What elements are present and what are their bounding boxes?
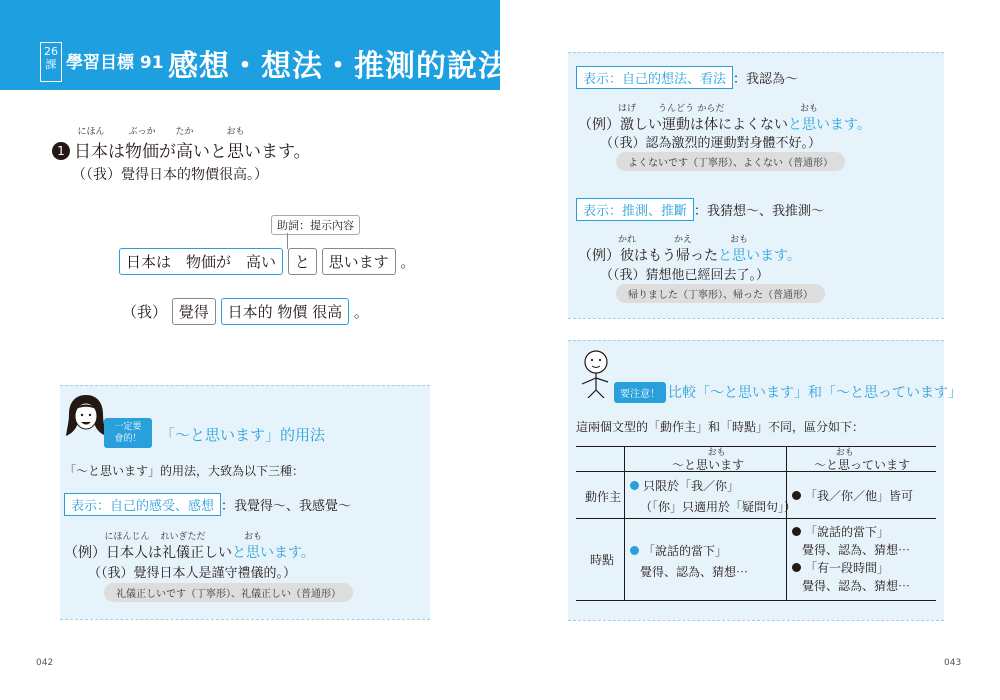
page-number-left: 042 bbox=[36, 658, 54, 668]
example-guess: （例） かれ 彼はもう かえ 帰ったと おも 思います。 bbox=[578, 235, 801, 264]
usage-tag-feeling: 表示：自己的感受、感想 bbox=[64, 493, 221, 516]
table-bottom-rule bbox=[576, 600, 936, 601]
page-title: 感想・想法・推測的說法 bbox=[168, 49, 509, 84]
example-guess-translation: （（我）猜想他已經回去了。） bbox=[600, 268, 770, 283]
panel-bottom-border bbox=[60, 619, 430, 620]
table-mid-rule bbox=[576, 518, 936, 519]
clause-box: 日本は 物価が 高い bbox=[119, 248, 283, 275]
usage-1: 表示：自己的感受、感想 ：我覺得～、我感覺～ bbox=[64, 493, 351, 516]
row1-col1: 只限於「我／你」 （「你」只適用於「疑問句」） bbox=[630, 477, 796, 515]
row-label-time: 時點 bbox=[590, 553, 615, 567]
form-pill-guess: 帰りました（丁寧形）、帰った（普通形） bbox=[616, 284, 825, 303]
panel-top-border bbox=[568, 340, 944, 341]
must-know-badge: 一定要 會的！ bbox=[104, 418, 152, 448]
usage-3: 表示：推測、推斷 ：我猜想～、我推測～ bbox=[576, 198, 824, 221]
lesson-goal-label: 學習目標 91 bbox=[66, 53, 164, 73]
structure-diagram-jp: 日本は 物価が 高い と 思います 。 bbox=[119, 248, 415, 275]
col1-header: おも ～と思います bbox=[672, 448, 745, 472]
row2-col1: 「說話的當下」 覺得、認為、猜想⋯ bbox=[630, 542, 748, 580]
table-col-rule-2 bbox=[786, 446, 787, 600]
row1-col2: 「我／你／他」皆可 bbox=[792, 487, 913, 504]
note-example: （例） にほんじん 日本人は れいぎただ 礼儀正しいと おも 思います。 bbox=[64, 532, 315, 561]
form-pill-opinion: よくないです（丁寧形）、よくない（普通形） bbox=[616, 152, 845, 171]
compare-title: 比較「～と思います」和「～と思っています」 bbox=[668, 385, 962, 401]
usage-tag-guess: 表示：推測、推斷 bbox=[576, 198, 694, 221]
stick-figure-icon bbox=[574, 348, 614, 398]
particle-callout: 助詞：提示內容 bbox=[271, 215, 360, 235]
row2-col2: 「說話的當下」 覺得、認為、猜想⋯ 「有一段時間」 覺得、認為、猜想⋯ bbox=[792, 523, 910, 595]
panel-top-border bbox=[60, 385, 430, 386]
verb-box: 思います bbox=[322, 248, 396, 275]
panel-bottom-border bbox=[568, 620, 944, 621]
girl-mascot-icon bbox=[65, 392, 107, 442]
particle-box: と bbox=[288, 248, 317, 275]
example-translation-1: （（我）覺得日本的物價很高。） bbox=[72, 167, 268, 183]
example-opinion: （例） はげ 激しい うんどう 運動は からだ 体によくないと おも 思います。 bbox=[578, 104, 871, 133]
table-top-rule bbox=[576, 446, 936, 447]
note-title: 「～と思います」的用法 bbox=[160, 426, 326, 444]
example-sentence-1: 1 にほん 日本は ぶっか 物価が たか 高いと おも 思います。 bbox=[52, 137, 311, 162]
row-label-actor: 動作主 bbox=[585, 490, 622, 504]
panel-top-border bbox=[568, 52, 944, 53]
verb-box-zh: 覺得 bbox=[172, 298, 216, 325]
example-opinion-translation: （（我）認為激烈的運動對身體不好。） bbox=[600, 136, 822, 151]
lesson-badge: 26課 bbox=[40, 42, 62, 82]
note-example-translation: （（我）覺得日本人是謹守禮儀的。） bbox=[88, 566, 297, 581]
usage-tag-opinion: 表示：自己的想法、看法 bbox=[576, 66, 733, 89]
form-pill: 礼儀正しいです（丁寧形）、礼儀正しい（普通形） bbox=[104, 583, 353, 602]
number-badge: 1 bbox=[52, 142, 70, 160]
table-col-rule-1 bbox=[624, 446, 625, 600]
page-number-right: 043 bbox=[944, 658, 962, 668]
note-intro: 「～と思います」的用法，大致為以下三種： bbox=[64, 464, 305, 478]
callout-line bbox=[287, 233, 288, 249]
panel-bottom-border bbox=[568, 318, 944, 319]
caution-badge: 要注意！ bbox=[614, 382, 666, 403]
structure-diagram-zh: （我） 覺得 日本的 物價 很高 。 bbox=[122, 298, 369, 325]
usage-2: 表示：自己的想法、看法 ：我認為～ bbox=[576, 66, 798, 89]
clause-box-zh: 日本的 物價 很高 bbox=[221, 298, 350, 325]
compare-intro: 這兩個文型的「動作主」和「時點」不同，區分如下： bbox=[576, 420, 865, 434]
col2-header: おも ～と思っています bbox=[814, 448, 911, 472]
